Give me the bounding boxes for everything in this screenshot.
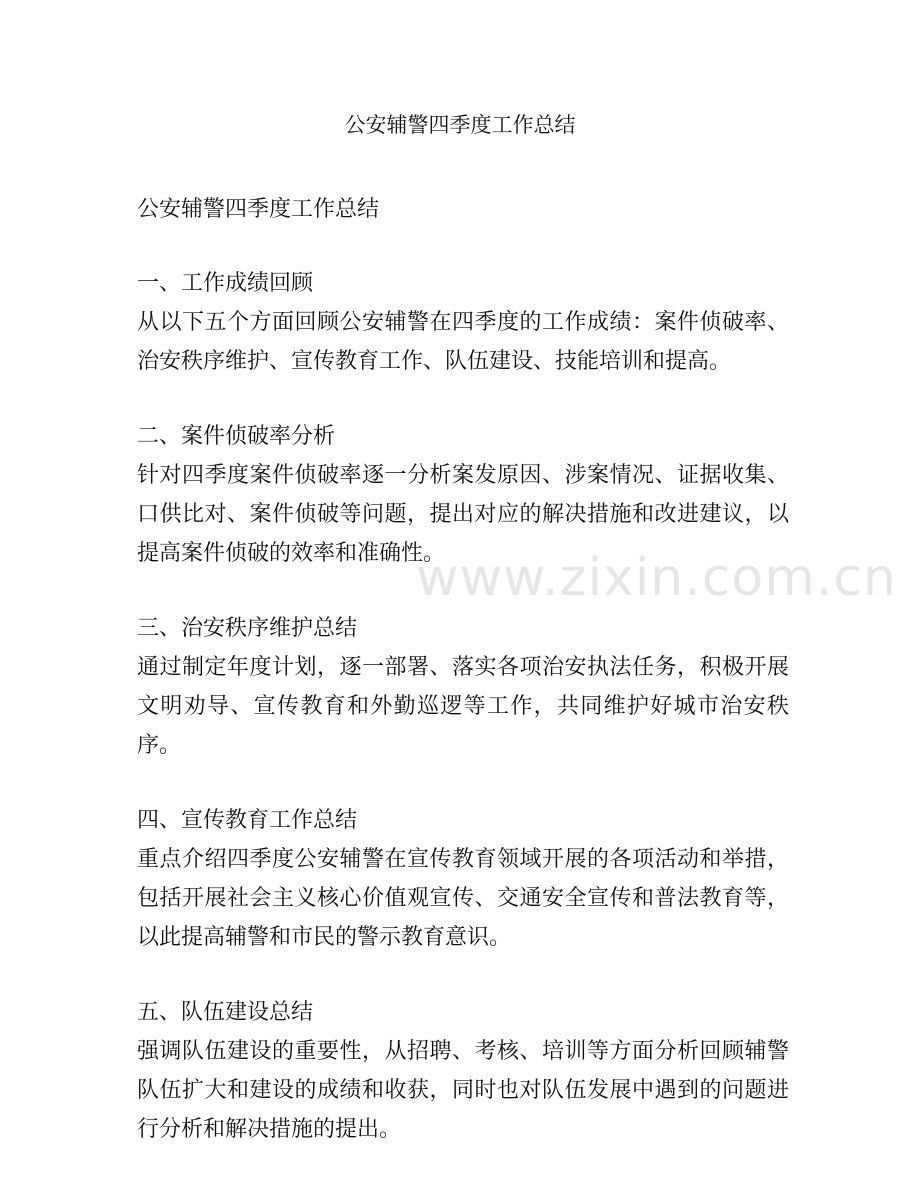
- section-heading: 四、宣传教育工作总结: [137, 808, 358, 833]
- section-text: 通过制定年度计划，逐一部署、落实各项治安执法任务，积极开展文明劝导、宣传教育和外勤巡逻等工作，共同维护好城市治安秩序。: [137, 655, 789, 758]
- document-subtitle: 公安辅警四季度工作总结: [137, 197, 380, 222]
- section-text: 重点介绍四季度公安辅警在宣传教育领域开展的各项活动和举措，包括开展社会主义核心价值观宣传、交通安全宣传和普法教育等，以此提高辅警和市民的警示教育意识。: [137, 847, 789, 950]
- section-heading: 二、案件侦破率分析: [137, 424, 336, 449]
- section-5: [137, 993, 789, 1149]
- section-text: 针对四季度案件侦破率逐一分析案发原因、涉案情况、证据收集、口供比对、案件侦破等问题，提出对应的解决措施和改进建议，以提高案件侦破的效率和准确性。: [137, 463, 789, 566]
- section-heading: 五、队伍建设总结: [137, 1000, 314, 1025]
- section-3: [137, 609, 789, 765]
- section-1: [137, 264, 789, 381]
- section-2: [137, 417, 789, 573]
- section-heading: 三、治安秩序维护总结: [137, 616, 358, 641]
- document-title: 公安辅警四季度工作总结: [344, 113, 576, 137]
- watermark: www.zixin.com.cn: [416, 548, 897, 608]
- section-heading: 一、工作成绩回顾: [137, 271, 314, 296]
- section-text: 强调队伍建设的重要性，从招聘、考核、培训等方面分析回顾辅警队伍扩大和建设的成绩和收获，同时也对队伍发展中遇到的问题进行分析和解决措施的提出。: [137, 1039, 789, 1142]
- section-4: [137, 801, 789, 957]
- document-body: [137, 190, 789, 1149]
- section-text: 从以下五个方面回顾公安辅警在四季度的工作成绩：案件侦破率、治安秩序维护、宣传教育工作、队伍建设、技能培训和提高。: [137, 310, 789, 374]
